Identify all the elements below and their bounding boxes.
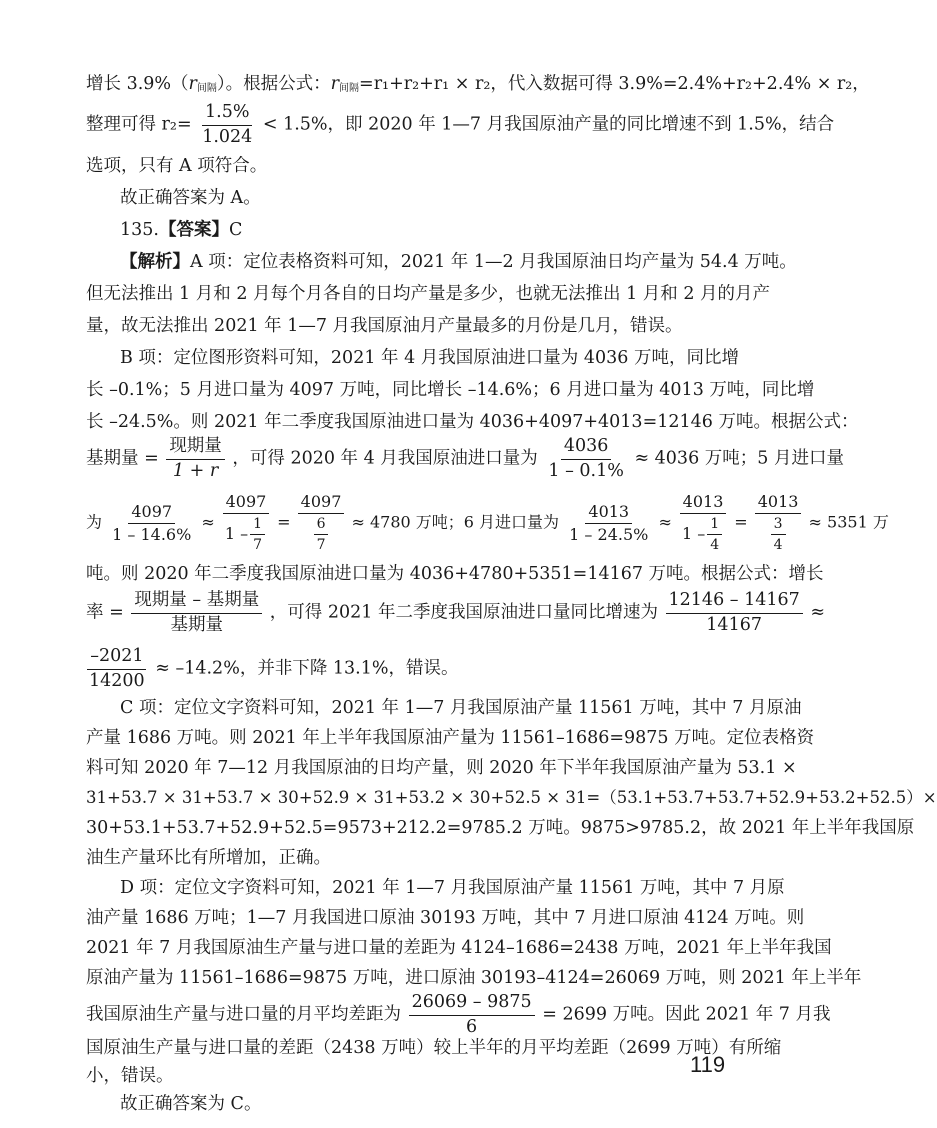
fraction: $\frac{\text{现期量 – 基期量}}{\text{基期量}}$ [131, 592, 262, 634]
fraction: $\frac{4013}{1 - 24.5\%}$ [569, 501, 649, 544]
page-number: 119 [690, 1052, 726, 1077]
text-line: 小，错误。 [86, 1066, 174, 1086]
formula-line: $\frac{-2021}{14200}$ ≈ –14.2%，并非下降 13.1%，错误。 [86, 648, 722, 690]
text-line: 整理可得 r₂= $\frac{1.5\%}{1.024}$ < 1.5%，即 2020 年 1—7 月我国原油产量的同比增速不到 1.5%，结合 [86, 102, 835, 147]
fraction: $\frac{12146 - 14167}{14167}$ [666, 592, 803, 634]
text-line: 原油产量为 11561–1686=9875 万吨，进口原油 30193–4124=26069 万吨，则 2021 年上半年 [86, 968, 862, 988]
text-line: 选项，只有 A 项符合。 [86, 156, 268, 176]
text-line: 油生产量环比有所增加，正确。 [86, 848, 331, 868]
formula-line: 为 $\frac{4097}{1 - 14.6\%}$ ≈ 4097 1 – $\frac{1}{7}$ = $\frac{4097}{\frac{6}{7}}$ ≈ 4780 万吨；6 月进口量为 $\frac{4013}{1 - 24.5\%}$ ≈ 4013 1 – $\frac{1}{4}$ = $\frac{4013}{\frac{3}{4}}$ ≈ 5351 万 [86, 492, 889, 553]
fraction: 4097 1 – $\frac{1}{7}$ [222, 494, 270, 552]
text-line: C 项：定位文字资料可知，2021 年 1—7 月我国原油产量 11561 万吨，其中 7 月原油 [120, 698, 802, 718]
formula-line: 率 = $\frac{\text{现期量 – 基期量}}{\text{基期量}}$ ，可得 2021 年二季度我国原油进口量同比增速为 $\frac{12146 - 14167}{14167}$ ≈ [86, 590, 825, 635]
fraction: $\frac{4097}{1 - 14.6\%}$ [112, 501, 192, 544]
text-line: 长 –0.1%；5 月进口量为 4097 万吨，同比增长 –14.6%；6 月进口量为 4013 万吨，同比增 [86, 380, 815, 400]
text-line: 故正确答案为 C。 [120, 1094, 262, 1114]
text-line: 长 –24.5%。则 2021 年二季度我国原油进口量为 4036+4097+4013=12146 万吨。根据公式： [86, 412, 859, 432]
text-line: D 项：定位文字资料可知，2021 年 1—7 月我国原油产量 11561 万吨，其中 7 月原 [120, 878, 785, 898]
fraction: $\frac{4013}{\frac{3}{4}}$ [755, 494, 802, 552]
text-line: 吨。则 2020 年二季度我国原油进口量为 4036+4780+5351=14167 万吨。根据公式：增长 [86, 564, 824, 584]
text-line: B 项：定位图形资料可知，2021 年 4 月我国原油进口量为 4036 万吨，同比增 [120, 348, 739, 368]
text-line: 量，故无法推出 2021 年 1—7 月我国原油月产量最多的月份是几月，错误。 [86, 316, 683, 336]
text-line: 但无法推出 1 月和 2 月每个月各自的日均产量是多少，也就无法推出 1 月和 2 月的月产 [86, 284, 771, 304]
fraction: $\frac{4036}{1 - 0.1\%}$ [548, 436, 624, 481]
fraction: $\frac{4097}{\frac{6}{7}}$ [298, 494, 345, 552]
fraction: $\frac{1.5\%}{1.024}$ [202, 102, 253, 147]
text-line: 料可知 2020 年 7—12 月我国原油的日均产量，则 2020 年下半年我国原油产量为 53.1 × [86, 758, 797, 778]
analysis-heading: 【解析】A 项：定位表格资料可知，2021 年 1—2 月我国原油日均产量为 54.4 万吨。 [120, 252, 797, 272]
fraction: $\frac{\text{现期量}}{1 + r}$ [166, 438, 225, 480]
text-line: 产量 1686 万吨。则 2021 年上半年我国原油产量为 11561–1686=9875 万吨。定位表格资 [86, 728, 815, 748]
formula-line: 我国原油生产量与进口量的月平均差距为 $\frac{26069 - 9875}{6}$ = 2699 万吨。因此 2021 年 7 月我 [86, 992, 831, 1037]
text-line: 国原油生产量与进口量的差距（2438 万吨）较上半年的月平均差距（2699 万吨）有所缩 [86, 1038, 782, 1058]
text-line: 故正确答案为 A。 [120, 188, 261, 208]
text-line: 30+53.1+53.7+52.9+52.5=9573+212.2=9785.2 万吨。9875>9785.2，故 2021 年上半年我国原 [86, 818, 915, 838]
text-line: 油产量 1686 万吨；1—7 月我国进口原油 30193 万吨，其中 7 月进口原油 4124 万吨。则 [86, 908, 805, 928]
formula-line: 基期量 = $\frac{\text{现期量}}{1 + r}$ ，可得 2020 年 4 月我国原油进口量为 $\frac{4036}{1 - 0.1\%}$ ≈ 4036 万吨；5 月进口量 [86, 436, 844, 481]
fraction: $\frac{26069 - 9875}{6}$ [409, 994, 535, 1036]
answer-heading: 135.【答案】C [120, 220, 243, 240]
fraction: $\frac{-2021}{14200}$ [89, 646, 145, 691]
text-line: 31+53.7 × 31+53.7 × 30+52.9 × 31+53.2 × 30+52.5 × 31=（53.1+53.7+53.7+52.9+53.2+52.5）× [86, 788, 937, 807]
fraction: 4013 1 – $\frac{1}{4}$ [679, 494, 727, 552]
text-line: 增长 $3.9\%(r_{间隔})$。根据公式：$r_{间隔}=r_1+r_2+r_1 \times r_2$，代入数据可得 3.9%=2.4%+r₂+2.4% × r₂， [86, 74, 870, 94]
text-line: 2021 年 7 月我国原油生产量与进口量的差距为 4124–1686=2438 万吨，2021 年上半年我国 [86, 938, 832, 958]
